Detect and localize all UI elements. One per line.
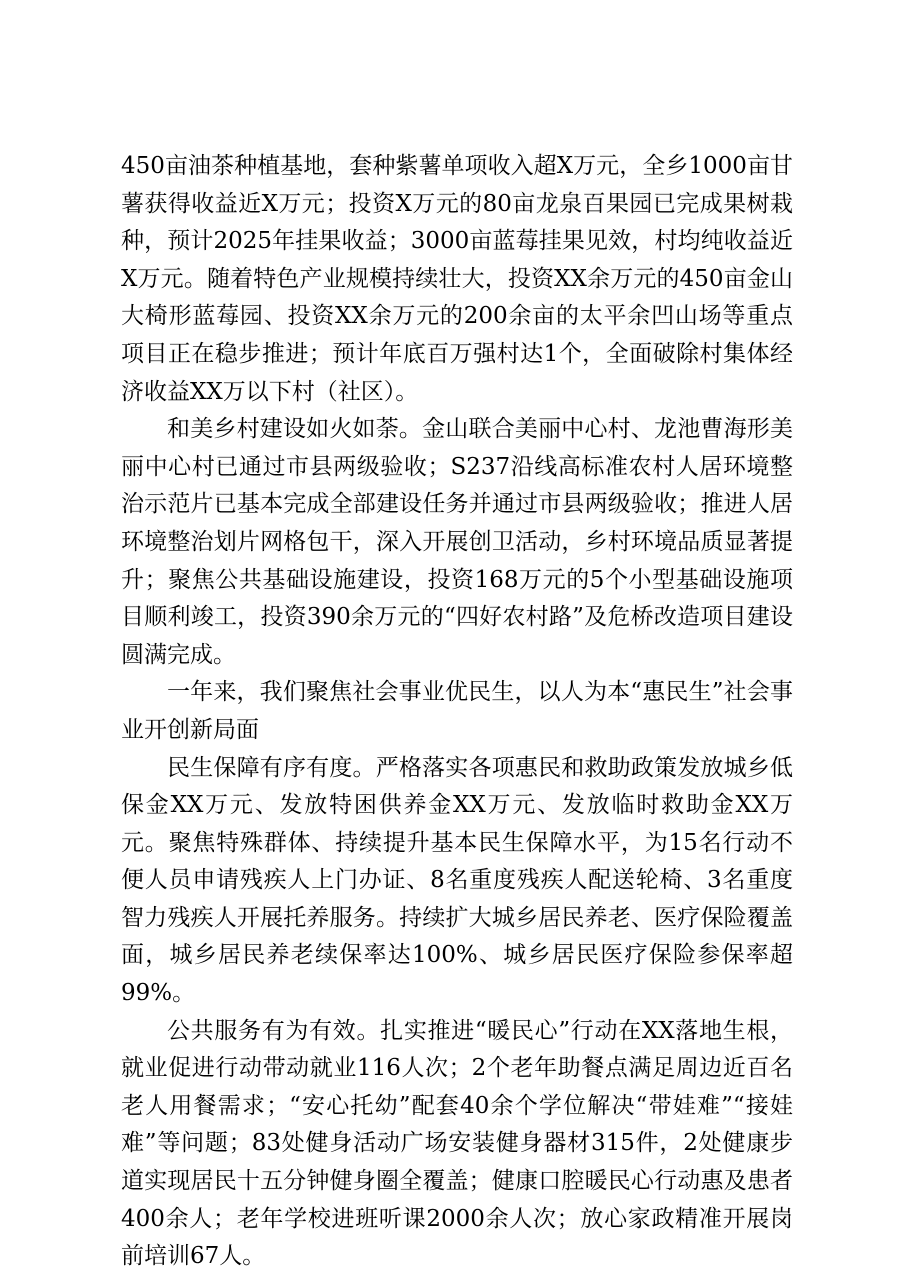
paragraph-social-undertakings-heading: 一年来，我们聚焦社会事业优民生，以人为本“惠民生”社会事业开创新局面 [121, 679, 793, 743]
paragraph-public-services: 公共服务有为有效。扎实推进“暖民心”行动在XX落地生根，就业促进行动带动就业116人次；2个老年助餐点满足周边近百名老人用餐需求；“安心托幼”配套40余个学位解决“带娃难”“接娃难”等问题；83处健身活动广场安装健身器材315件，2处健康步道实现居民十五分钟健身圈全覆盖；健康口腔暖民心行动惠及患者400余人；老年学校进班听课2000余人次；放心家政精准开展岗前培训67人。 [121, 1017, 793, 1270]
document-body [121, 148, 793, 1276]
paragraph-livelihood-security: 民生保障有序有度。严格落实各项惠民和救助政策发放城乡低保金XX万元、发放特困供养金XX万元、发放临时救助金XX万元。聚焦特殊群体、持续提升基本民生保障水平，为15名行动不便人员申请残疾人上门办证、8名重度残疾人配送轮椅、3名重度智力残疾人开展托养服务。持续扩大城乡居民养老、医疗保险覆盖面，城乡居民养老续保率达100%、城乡居民医疗保险参保率超99%。 [121, 754, 793, 1007]
paragraph-industry-projects: 450亩油茶种植基地，套种紫薯单项收入超X万元，全乡1000亩甘薯获得收益近X万元；投资X万元的80亩龙泉百果园已完成果树栽种，预计2025年挂果收益；3000亩蓝莓挂果见效，村均纯收益近X万元。随着特色产业规模持续壮大，投资XX余万元的450亩金山大椅形蓝莓园、投资XX余万元的200余亩的太平余凹山场等重点项目正在稳步推进；预计年底百万强村达1个，全面破除村集体经济收益XX万以下村（社区）。 [121, 153, 793, 405]
paragraph-rural-construction: 和美乡村建设如火如荼。金山联合美丽中心村、龙池曹海形美丽中心村已通过市县两级验收；S237沿线高标准农村人居环境整治示范片已基本完成全部建设任务并通过市县两级验收；推进人居环境整治划片网格包干，深入开展创卫活动，乡村环境品质显著提升；聚焦公共基础设施建设，投资168万元的5个小型基础设施项目顺利竣工，投资390余万元的“四好农村路”及危桥改造项目建设圆满完成。 [121, 416, 793, 668]
